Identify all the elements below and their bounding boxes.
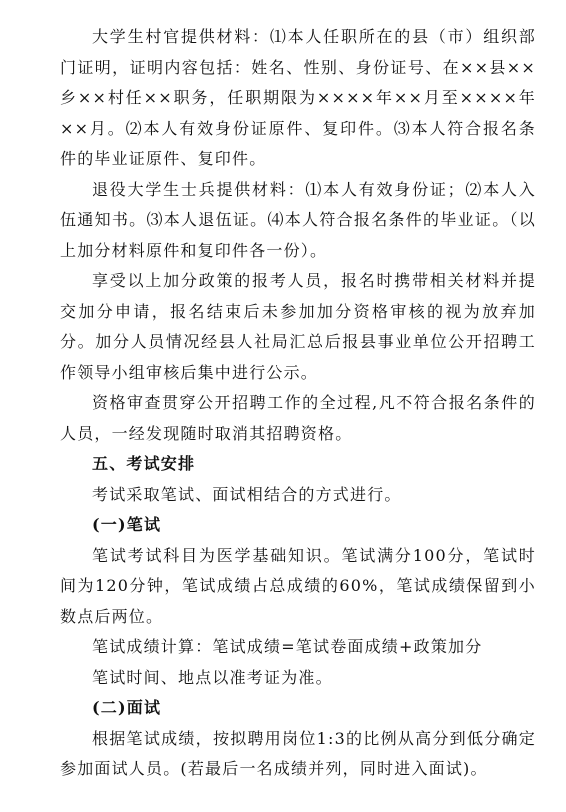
subheading-interview: (二)面试 xyxy=(92,698,162,717)
paragraph-interview-selection: 根据笔试成绩，按拟聘用岗位1:3的比例从高分到低分确定参加面试人员。(若最后一名成绩并列，同时进入面试)。 xyxy=(60,728,536,778)
paragraph-written-time-location: 笔试时间、地点以准考证为准。 xyxy=(92,667,333,687)
section-heading-exam-arrangement: 五、考试安排 xyxy=(92,454,196,473)
subheading-written-exam: (一)笔试 xyxy=(92,515,162,534)
paragraph-qualification-review: 资格审查贯穿公开招聘工作的全过程,凡不符合报名条件的人员，一经发现随时取消其招聘资格。 xyxy=(60,393,536,443)
paragraph-veteran-materials: 退役大学生士兵提供材料：⑴本人有效身份证；⑵本人入伍通知书。⑶本人退伍证。⑷本人符合报名条件的毕业证。（以上加分材料原件和复印件各一份）。 xyxy=(60,179,536,260)
paragraph-bonus-application: 享受以上加分政策的报考人员，报名时携带相关材料并提交加分申请，报名结束后未参加加分资格审核的视为放弃加分。加分人员情况经县人社局汇总后报县事业单位公开招聘工作领导小组审核后集中进行公示。 xyxy=(60,271,536,382)
paragraph-written-exam-subject: 笔试考试科目为医学基础知识。笔试满分100分，笔试时间为120分钟，笔试成绩占总成绩的60%，笔试成绩保留到小数点后两位。 xyxy=(60,545,536,626)
paragraph-village-official-materials: 大学生村官提供材料：⑴本人任职所在的县（市）组织部门证明，证明内容包括：姓名、性别、身份证号、在××县××乡××村任××职务，任职期限为××××年××月至××××年××月。⑵本人有效身份证原件、复印件。⑶本人符合报名条件的毕业证原件、复印件。 xyxy=(60,27,536,168)
paragraph-exam-intro: 考试采取笔试、面试相结合的方式进行。 xyxy=(92,484,402,504)
paragraph-written-score-formula: 笔试成绩计算：笔试成绩=笔试卷面成绩+政策加分 xyxy=(92,637,483,656)
